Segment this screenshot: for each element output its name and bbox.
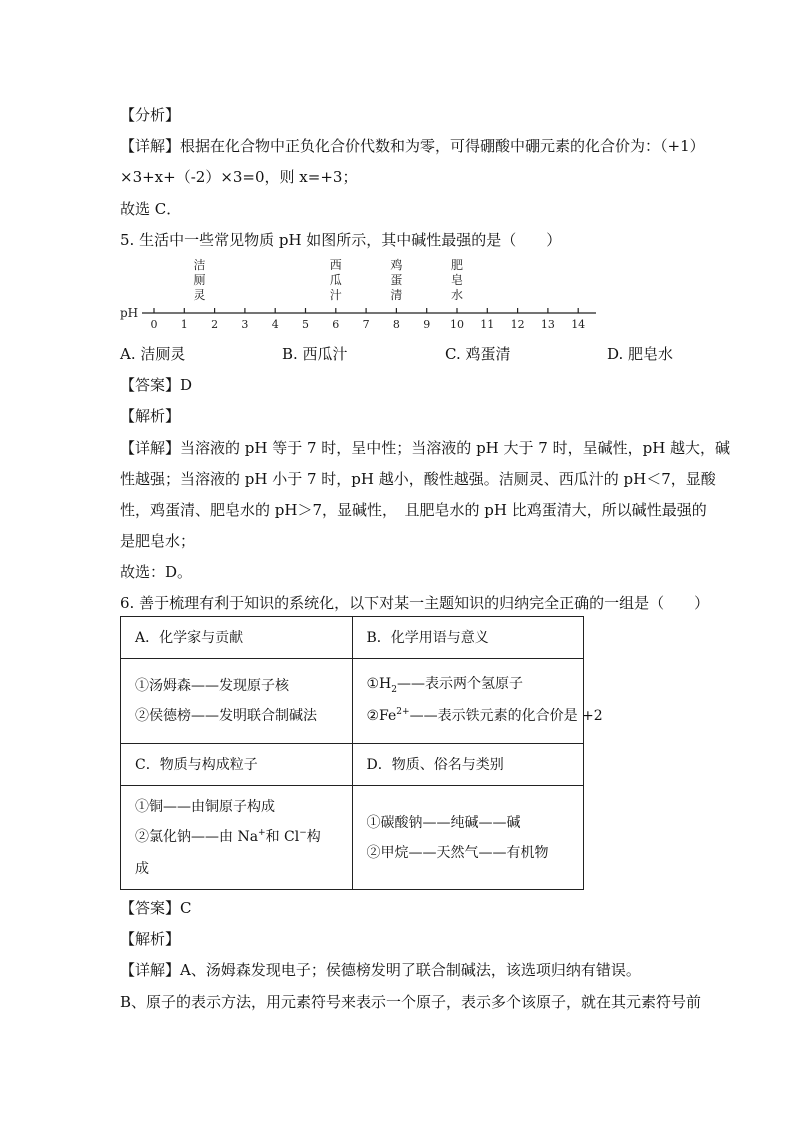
ph-tick-label: 5 [302, 318, 309, 331]
cell-b-content [352, 659, 603, 744]
q5-detail-4: 是肥皂水； [120, 532, 196, 550]
ph-tick-label: 2 [211, 318, 219, 331]
b-item-2: $②Fe^{2+}——$表示铁元素的化合价是 +2 [366, 707, 603, 724]
q5-choose: 故选：D。 [120, 563, 193, 581]
ph-tick-label: 13 [540, 318, 555, 331]
q5-option-b: B. 西瓜汁 [282, 345, 348, 363]
substance-label-char: 洁 [193, 258, 206, 272]
q6-stem: 6. 善于梳理有利于知识的系统化，以下对某一主题知识的归纳完全正确的一组是（ ） [120, 594, 710, 612]
a-item-1: ①汤姆森——发现原子核 [135, 678, 289, 694]
ph-tick-label: 3 [241, 318, 249, 331]
ph-tick-label: 4 [271, 318, 279, 331]
c-item-2-cont: 成 [135, 860, 149, 877]
choose-line: 故选 C． [120, 200, 182, 218]
ph-tick-label: 12 [510, 318, 525, 331]
q5-option-c: C. 鸡蛋清 [445, 345, 511, 363]
ph-scale-figure [118, 256, 598, 336]
q5-stem: 5. 生活中一些常见物质 pH 如图所示，其中碱性最强的是（ ） [120, 231, 562, 249]
q5-analysis-heading: 【解析】 [120, 407, 181, 425]
q5-option-d: D. 肥皂水 [607, 345, 674, 363]
q5-detail-3: 性，鸡蛋清、肥皂水的 pH＞7，显碱性， 且肥皂水的 pH 比鸡蛋清大，所以碱性最强的 [120, 501, 707, 519]
cell-a-content [121, 659, 353, 744]
a-item-2: ②侯德榜——发明联合制碱法 [135, 708, 317, 724]
ph-tick-label: 0 [150, 318, 158, 331]
detail-line-2: ×3+x+（-2）×3=0，则 x=+3； [120, 168, 358, 186]
substance-label-char: 瓜 [329, 273, 342, 287]
cell-c-heading: C．物质与构成粒子 [121, 744, 353, 786]
cell-d-heading: D．物质、俗名与类别 [352, 744, 584, 786]
ph-tick-label: 14 [571, 318, 586, 331]
q6-detail-1: 【详解】A、汤姆森发现电子；侯德榜发明了联合制碱法，该选项归纳有错误。 [120, 961, 641, 979]
q5-detail-1: 【详解】当溶液的 pH 等于 7 时，呈中性；当溶液的 pH 大于 7 时，呈碱性，pH 越大，碱 [120, 439, 731, 457]
cell-c-content [121, 786, 353, 890]
substance-label-char: 灵 [193, 288, 206, 302]
substance-label-char: 汁 [329, 288, 342, 302]
ph-tick-label: 6 [332, 318, 340, 331]
substance-label-char: 水 [450, 288, 464, 302]
ph-tick-label: 11 [480, 318, 495, 331]
substance-label-char: 厕 [193, 273, 206, 287]
ph-tick-label: 10 [450, 318, 464, 331]
substance-label-char: 蛋 [390, 273, 403, 287]
analysis-heading: 【分析】 [120, 106, 181, 124]
ph-tick-label: 9 [423, 318, 431, 331]
q5-detail-2: 性越强；当溶液的 pH 小于 7 时，pH 越小，酸性越强。洁厕灵、西瓜汁的 pH＜7，显酸 [120, 470, 716, 488]
cell-b-heading: B．化学用语与意义 [352, 617, 584, 659]
q6-options-table [120, 616, 603, 890]
detail-line-1: 【详解】根据在化合物中正负化合价代数和为零，可得硼酸中硼元素的化合价为：（+1） [120, 137, 705, 155]
q6-analysis-heading: 【解析】 [120, 930, 181, 948]
d-item-2: ②甲烷——天然气——有机物 [366, 844, 549, 861]
cell-d-content [352, 786, 584, 890]
substance-label-char: 肥 [450, 258, 464, 272]
substance-label-char: 鸡 [390, 258, 403, 272]
ph-axis-label: pH [120, 306, 139, 320]
ph-tick-label: 7 [362, 318, 370, 331]
substance-label-char: 西 [329, 258, 342, 272]
cell-a-heading: A．化学家与贡献 [121, 617, 353, 659]
q6-detail-2: B、原子的表示方法，用元素符号来表示一个原子，表示多个该原子，就在其元素符号前 [120, 993, 702, 1011]
q5-option-a: A. 洁厕灵 [120, 345, 186, 363]
q6-answer: 【答案】C [120, 899, 192, 917]
ph-tick-label: 8 [392, 318, 400, 331]
b-item-1: $①H_2——$表示两个氢原子 [366, 676, 523, 695]
substance-label-char: 清 [390, 288, 403, 302]
d-item-1: ①碳酸钠——纯碱——碱 [366, 814, 521, 831]
c-item-1: ①铜——由铜原子构成 [135, 798, 275, 815]
c-item-2: ②氯化钠——由 Na+和 Cl−构 [135, 827, 321, 845]
q5-answer: 【答案】D [120, 376, 193, 394]
ph-tick-label: 1 [180, 318, 188, 331]
substance-label-char: 皂 [450, 273, 464, 287]
